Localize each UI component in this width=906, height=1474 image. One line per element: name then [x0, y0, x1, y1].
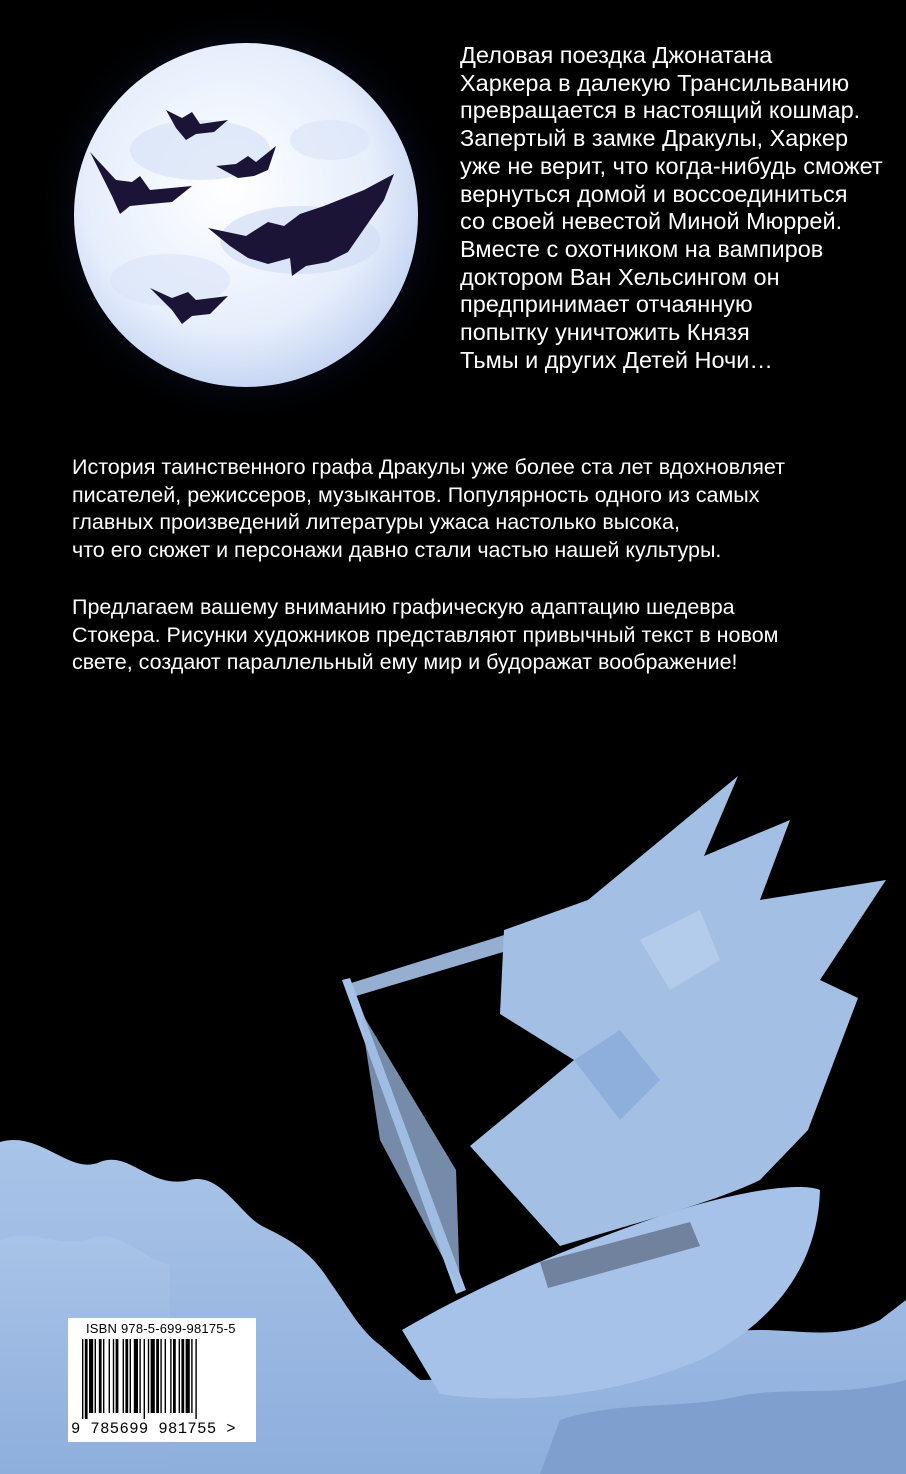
description-paragraph: История таинственного графа Дракулы уже более ста лет вдохновляет писателей, режиссеров, музыкантов. Популярность одного из самых главных произведений литературы ужаса настолько высока, что его сюжет и персонажи давно стали частью нашей культуры. — [72, 455, 785, 562]
synopsis-text: Деловая поездка Джонатана Харкера в далекую Трансильванию превращается в настоящий кошмар. Запертый в замке Дракулы, Харкер уже не верит, что когда-нибудь сможет вернуться домой и воссоединиться со своей невестой Миной Мюррей. Вместе с охотником на вампиров доктором Ван Хельсингом он предпринимает отчаянную попытку уничтожить Князя Тьмы и других Детей Ночи… — [460, 42, 883, 373]
full-moon-icon — [31, 0, 461, 430]
isbn-barcode — [68, 1318, 256, 1442]
barcode-digits: 9 785699 981755 > — [71, 1420, 236, 1438]
isbn-label: ISBN 978-5-699-98175-5 — [86, 1321, 236, 1336]
adaptation-paragraph: Предлагаем вашему вниманию графическую адаптацию шедевра Стокера. Рисунки художников представляют привычный текст в новом свете, создают параллельный ему мир и будоражат воображение! — [72, 595, 779, 675]
barcode-bars-icon — [80, 1339, 246, 1419]
sailing-ship-icon — [342, 776, 886, 1399]
